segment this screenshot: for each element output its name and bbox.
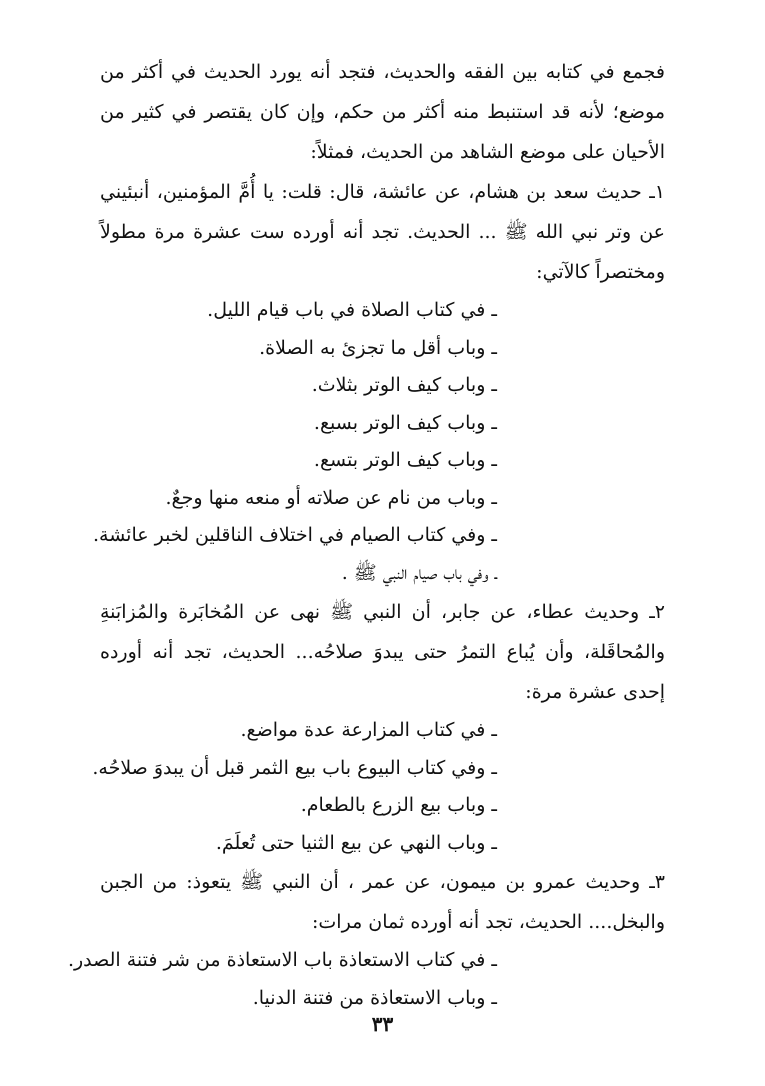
page-body [67, 52, 665, 1017]
list-item: ـ وباب الاستعاذة من فتنة الدنيا. [252, 986, 497, 1009]
list-item: ـ في كتاب الاستعاذة باب الاستعاذة من شر فتنة الصدر. [67, 949, 497, 971]
hadith-1-list [93, 292, 665, 592]
hadith-2-list [92, 712, 665, 862]
list-item: ـ وفي كتاب البيوع باب بيع الثمر قبل أن يبدوَ صلاحُه. [92, 756, 497, 779]
list-item: ـ وباب من نام عن صلاته أو منعه منها وجعٌ. [165, 486, 497, 509]
list-item: ـ وباب النهي عن بيع الثنيا حتى تُعلَمَ. [215, 831, 497, 854]
list-item: ـ وباب كيف الوتر بسبع. [313, 411, 497, 434]
list-item: ـ وفي كتاب الصيام في اختلاف الناقلين لخبر عائشة. [93, 524, 497, 546]
list-item: ـ وفي باب صيام النبي ﷺ . [341, 561, 497, 584]
hadith-1-paragraph: ١ـ حديث سعد بن هشام، عن عائشة، قال: قلت: يا أُمَّ المؤمنين، أنبئيني عن وتر نبي الله ﷺ ... الحديث. تجد أنه أورده ست عشرة مرة مطولاً ومختصراً كالآتي: [100, 181, 665, 283]
hadith-3-list [67, 942, 665, 1017]
intro-paragraph: فجمع في كتابه بين الفقه والحديث، فتجد أنه يورد الحديث في أكثر من موضع؛ لأنه قد استنبط منه أكثر من حكم، وإن كان يقتصر في كثير من الأحيان على موضع الشاهد من الحديث، فمثلاً: [100, 61, 665, 163]
list-item: ـ وباب كيف الوتر بتسع. [313, 449, 497, 471]
list-item: ـ وباب بيع الزرع بالطعام. [300, 794, 497, 816]
hadith-2-paragraph: ٢ـ وحديث عطاء، عن جابر، أن النبي ﷺ نهى عن المُخابَرة والمُزابَنةِ والمُحاقَلة، وأن يُباع التمرُ حتى يبدوَ صلاحُه... الحديث، تجد أنه أورده إحدى عشرة مرة: [100, 601, 665, 703]
list-item: ـ في كتاب المزارعة عدة مواضع. [240, 719, 497, 741]
list-item: ـ في كتاب الصلاة في باب قيام الليل. [207, 299, 497, 321]
list-item: ـ وباب أقل ما تجزئ به الصلاة. [259, 336, 497, 359]
hadith-3-paragraph: ٣ـ وحديث عمرو بن ميمون، عن عمر ، أن النبي ﷺ يتعوذ: من الجبن والبخل.... الحديث، تجد أنه أورده ثمان مرات: [100, 871, 665, 933]
page-number: ٣٣ [371, 1012, 394, 1036]
list-item: ـ وباب كيف الوتر بثلاث. [311, 374, 497, 396]
